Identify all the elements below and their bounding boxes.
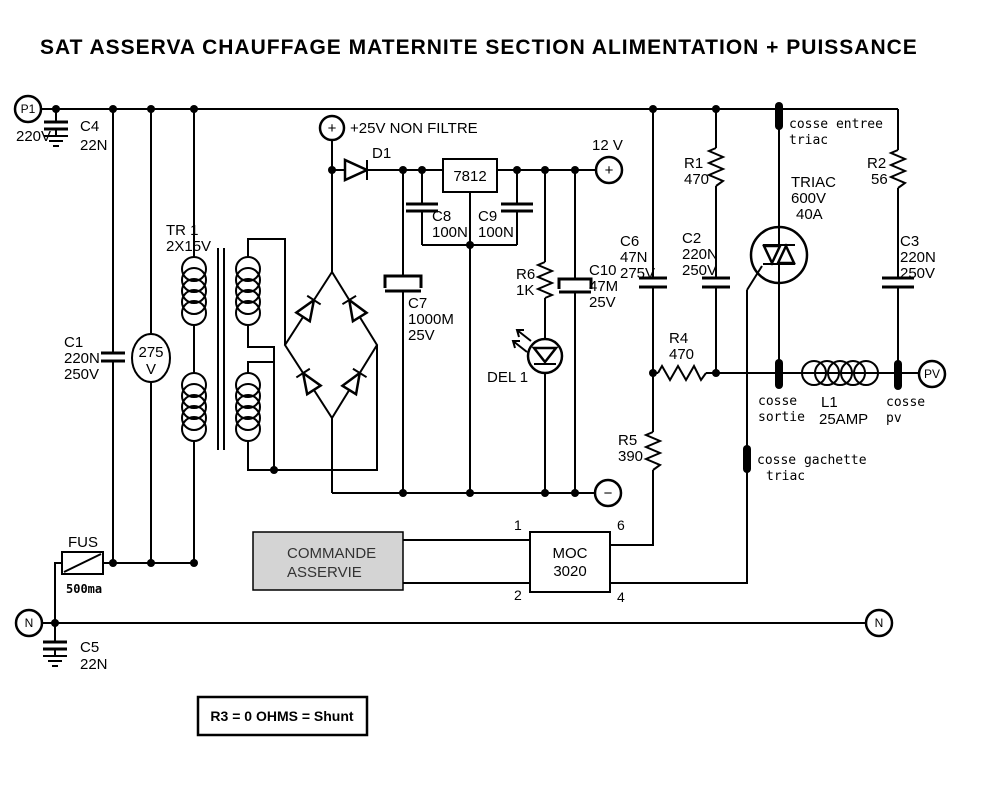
page-title: SAT ASSERVA CHAUFFAGE MATERNITE SECTION ALIMENTATION + PUISSANCE <box>40 36 918 59</box>
bridge-diode-icon <box>296 296 320 321</box>
r2-value-label: 56 <box>871 171 888 188</box>
bridge-diode-icon <box>342 369 366 394</box>
led-arrow-icon <box>517 330 531 341</box>
connector-sortie-label-1: cosse <box>758 394 798 409</box>
commande-label-2: ASSERVIE <box>287 564 362 581</box>
r6-ref-label: R6 <box>516 266 536 283</box>
moc-pin6-label: 6 <box>617 517 625 533</box>
connector-gachette-label-2: triac <box>766 469 806 484</box>
r5-value-label: 390 <box>618 448 644 465</box>
note-box <box>198 697 367 735</box>
fuse-ref-label: FUS <box>68 534 98 551</box>
terminal-n-right <box>866 610 892 636</box>
capacitor-c10 <box>559 170 618 493</box>
tr1-primary-winding <box>182 109 206 563</box>
terminal-n-left-label: N <box>24 616 34 630</box>
moc-ref-label-2: 3020 <box>553 563 587 580</box>
r1-value-label: 470 <box>684 171 710 188</box>
terminal-n-left <box>16 610 42 636</box>
c2-value-label: 220N <box>682 246 718 263</box>
c7-voltage-label: 25V <box>408 327 435 344</box>
c9-value-label: 100N <box>478 224 514 241</box>
connector-entree-triac <box>779 106 883 148</box>
p1-voltage-label: 220V <box>16 128 52 145</box>
c1-ref-label: C1 <box>64 334 84 351</box>
c6-value-label: 47N <box>620 249 648 266</box>
r6-value-label: 1K <box>516 282 535 299</box>
c8-value-label: 100N <box>432 224 468 241</box>
connector-gachette-triac <box>747 449 867 484</box>
commande-asservie-box <box>253 532 403 590</box>
connector-entree-label-2: triac <box>789 133 829 148</box>
r4-value-label: 470 <box>669 346 695 363</box>
c4-value-label: 22N <box>80 137 108 154</box>
commande-label-1: COMMANDE <box>287 545 377 562</box>
triac-ref-label: TRIAC <box>791 174 836 191</box>
terminal-p1-label: P1 <box>20 102 36 116</box>
c7-value-label: 1000M <box>408 311 454 328</box>
moc-pin2-label: 2 <box>514 587 522 603</box>
r1-ref-label: R1 <box>684 155 704 172</box>
r5-ref-label: R5 <box>618 432 638 449</box>
c5-ref-label: C5 <box>80 639 100 656</box>
note-text: R3 = 0 OHMS = Shunt <box>210 708 354 724</box>
c3-value-label: 220N <box>900 249 936 266</box>
led-arrow-icon <box>513 341 527 352</box>
plus-icon: + <box>327 120 337 137</box>
d1-ref-label: D1 <box>372 145 392 162</box>
c6-voltage-label: 275V <box>620 265 656 282</box>
c6-ref-label: C6 <box>620 233 640 250</box>
terminal-plus-25v <box>320 116 478 140</box>
fuse-value-label: 500ma <box>66 582 103 596</box>
triac-voltage-label: 600V <box>791 190 827 207</box>
inductor-l1 <box>802 361 878 428</box>
bridge-diode-icon <box>296 369 320 394</box>
c1-value-label: 220N <box>64 350 100 367</box>
c10-value-label: 47M <box>589 278 619 295</box>
plus-icon: + <box>604 162 614 179</box>
moc-ref-label-1: MOC <box>552 545 588 562</box>
l1-value-label: 25AMP <box>819 411 869 428</box>
connector-entree-label-1: cosse entree <box>789 117 883 132</box>
terminal-minus-0v <box>595 480 621 506</box>
c8-ref-label: C8 <box>432 208 452 225</box>
l1-ref-label: L1 <box>821 394 838 411</box>
bridge-rectifier <box>285 140 377 493</box>
optocoupler-moc3020 <box>403 517 625 605</box>
connector-gachette-label-1: cosse gachette <box>757 453 867 468</box>
capacitor-c4 <box>44 109 108 154</box>
c4-ref-label: C4 <box>80 118 100 135</box>
c1-voltage-label: 250V <box>64 366 100 383</box>
c2-voltage-label: 250V <box>682 262 718 279</box>
r2-ref-label: R2 <box>867 155 887 172</box>
plus-12v-label: 12 V <box>592 137 623 154</box>
capacitor-c1 <box>64 109 125 563</box>
resistor-r6 <box>516 170 552 339</box>
regulator-7812 <box>443 159 596 493</box>
ground-icon <box>43 656 67 666</box>
varistor-value-label: 275 <box>138 344 164 361</box>
triac-current-label: 40A <box>796 206 823 223</box>
resistor-r4 <box>653 330 919 380</box>
connector-pv-label-1: cosse <box>886 395 926 410</box>
transformer-core <box>218 248 224 450</box>
terminal-n-right-label: N <box>874 616 884 630</box>
c5-value-label: 22N <box>80 656 108 673</box>
terminal-pv <box>919 361 945 387</box>
varistor-unit-label: V <box>145 361 157 378</box>
moc-pin4-label: 4 <box>617 589 625 605</box>
terminal-pv-label: PV <box>923 367 941 381</box>
c9-ref-label: C9 <box>478 208 498 225</box>
terminal-plus-12v <box>592 137 623 183</box>
c3-voltage-label: 250V <box>900 265 936 282</box>
triac <box>747 109 836 373</box>
capacitor-c3 <box>882 233 936 373</box>
bridge-diode-icon <box>342 296 366 321</box>
c3-ref-label: C3 <box>900 233 920 250</box>
minus-icon: − <box>603 485 613 502</box>
c10-voltage-label: 25V <box>589 294 616 311</box>
tr1-value-label: 2X15V <box>166 238 212 255</box>
capacitor-c6 <box>620 109 667 373</box>
varistor-275v <box>132 109 170 563</box>
regulator-ref-label: 7812 <box>453 168 487 185</box>
del1-ref-label: DEL 1 <box>487 369 529 386</box>
fuse-fus <box>55 534 194 622</box>
tr1-secondary-winding <box>236 239 377 470</box>
diode-d1 <box>332 145 443 180</box>
connector-pv-label-2: pv <box>886 411 902 426</box>
led-del1 <box>487 330 562 493</box>
connector-sortie-label-2: sortie <box>758 410 805 425</box>
tr1-ref-label: TR 1 <box>166 222 199 239</box>
plus-25v-label: +25V NON FILTRE <box>350 120 478 137</box>
c7-ref-label: C7 <box>408 295 428 312</box>
c10-ref-label: C10 <box>589 262 617 279</box>
c2-ref-label: C2 <box>682 230 702 247</box>
capacitor-c5 <box>43 623 108 673</box>
moc-pin1-label: 1 <box>514 517 522 533</box>
r4-ref-label: R4 <box>669 330 689 347</box>
